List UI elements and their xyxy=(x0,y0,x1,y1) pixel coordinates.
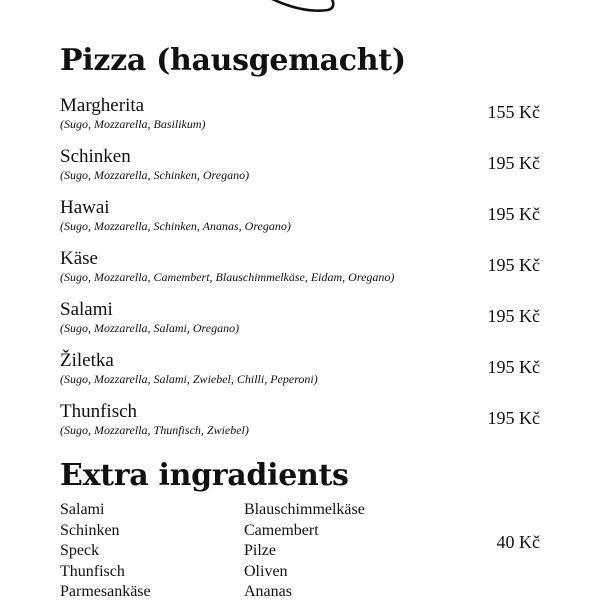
extra-item: Salami xyxy=(60,501,105,518)
item-name: Schinken xyxy=(60,146,131,167)
extra-item: Oliven xyxy=(244,562,288,580)
menu-item-margherita xyxy=(60,96,540,136)
extra-item: Speck xyxy=(60,542,100,560)
extra-item: Ananas xyxy=(244,583,292,601)
menu-item-kase xyxy=(60,249,540,289)
item-description: (Sugo, Mozzarella, Salami, Oregano) xyxy=(60,321,240,335)
extra-item: Pilze xyxy=(244,542,276,560)
item-description: (Sugo, Mozzarella, Salami, Zwiebel, Chilli, Peperoni) xyxy=(60,372,318,386)
item-price: 195 Kč xyxy=(487,153,540,173)
extra-item: Blauschimmelkäse xyxy=(244,501,365,518)
item-price: 195 Kč xyxy=(487,204,540,224)
section-title-pizza: Pizza (hausgemacht) xyxy=(60,43,406,78)
extra-item: Thunfisch xyxy=(60,562,125,580)
item-name: Thunfisch xyxy=(60,401,138,422)
ornament-swash-icon xyxy=(262,0,342,18)
section-title-extras: Extra ingradients xyxy=(60,458,349,493)
item-price: 195 Kč xyxy=(487,306,540,326)
item-description: (Sugo, Mozzarella, Camembert, Blauschimmelkäse, Eidam, Oregano) xyxy=(60,270,395,284)
menu-item-schinken xyxy=(60,147,540,187)
extra-item: Parmesankäse xyxy=(60,583,151,601)
menu-item-thunfisch xyxy=(60,402,540,442)
extra-item: Schinken xyxy=(60,521,120,539)
extra-item: Camembert xyxy=(244,521,319,539)
extras-price: 40 Kč xyxy=(496,532,540,552)
menu-item-ziletka xyxy=(60,351,540,391)
item-name: Margherita xyxy=(60,95,145,116)
item-price: 195 Kč xyxy=(487,408,540,428)
item-description: (Sugo, Mozzarella, Basilikum) xyxy=(60,117,206,131)
item-name: Žiletka xyxy=(60,350,114,371)
item-name: Salami xyxy=(60,299,113,320)
extras-column-2 xyxy=(244,500,365,603)
item-description: (Sugo, Mozzarella, Schinken, Ananas, Oregano) xyxy=(60,219,291,233)
menu-item-salami xyxy=(60,300,540,340)
item-price: 195 Kč xyxy=(487,255,540,275)
extras-column-1 xyxy=(60,500,151,603)
item-price: 155 Kč xyxy=(487,102,540,122)
item-price: 195 Kč xyxy=(487,357,540,377)
menu-item-hawai xyxy=(60,198,540,238)
item-name: Käse xyxy=(60,248,98,269)
item-name: Hawai xyxy=(60,197,110,218)
extras-list xyxy=(60,500,540,600)
item-description: (Sugo, Mozzarella, Thunfisch, Zwiebel) xyxy=(60,423,249,437)
item-description: (Sugo, Mozzarella, Schinken, Oregano) xyxy=(60,168,250,182)
